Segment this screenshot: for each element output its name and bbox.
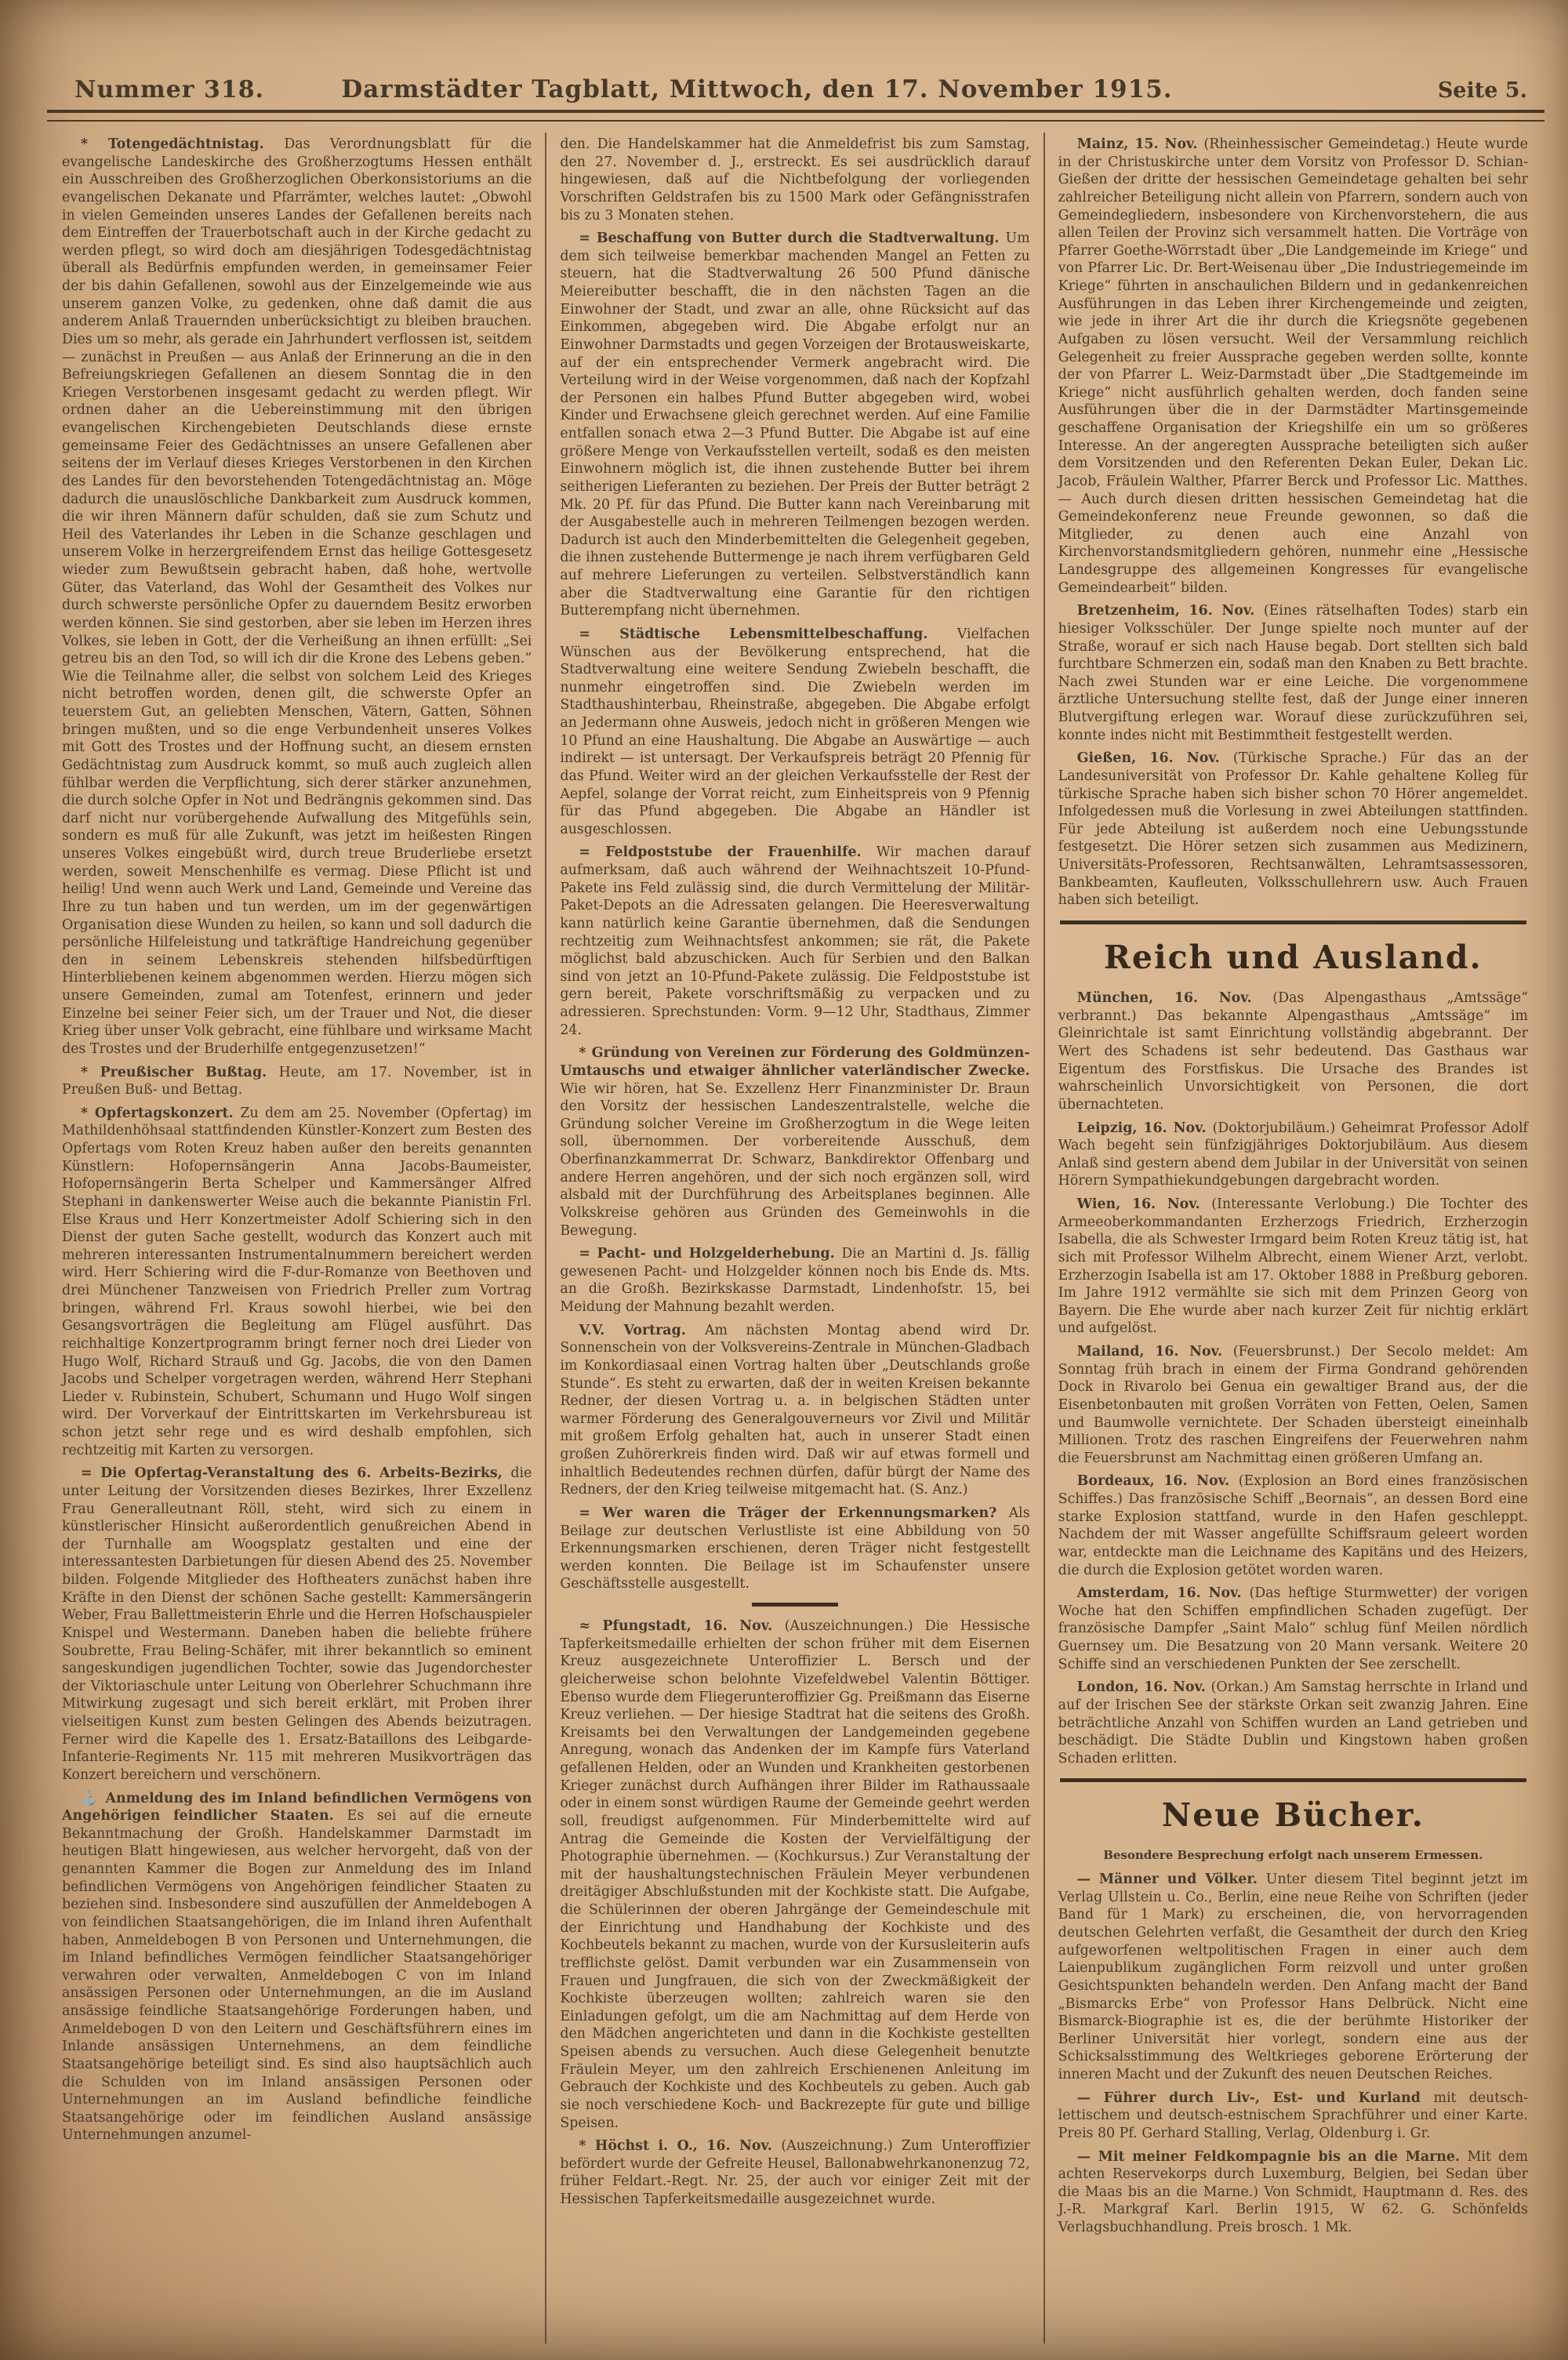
article-lead: Mailand, 16. Nov.: [1076, 1344, 1233, 1360]
article: Bretzenheim, 16. Nov. (Eines rätselhaften Todes) starb ein hiesiger Volksschüler. Der Junge spielte noch munter auf der Straße, worauf er sich nach Hause begab. Dort stellten sich bald furchtbare Schmerzen ein, sodaß man den Knaben zu Bett brachte. Nach zwei Stunden war er eine Leiche. Die vorgenommene ärztliche Untersuchung stellte fest, daß der Junge einer inneren Blutvergiftung erlegen war. Worauf diese zurückzuführen sei, konnte indes nicht mit Bestimmtheit festgestellt werden.: [1058, 603, 1528, 743]
article-lead: * Preußischer Bußtag.: [81, 1064, 279, 1080]
article-lead: Bretzenheim, 16. Nov.: [1076, 603, 1264, 619]
article: Mailand, 16. Nov. (Feuersbrunst.) Der Secolo meldet: Am Sonntag früh brach in einem der Firma Gondrand gehörenden Dock in Rivarolo bei Genua ein gewaltiger Brand aus, der die Eisenbetonbauten mit großen Vorräten von Fetten, Oelen, Samen und Baumwolle vernichtete. Der Schaden übersteigt eineinhalb Millionen. Trotz des raschen Eingreifens der Feuerwehren nahm die Feuersbrunst am Nachmittag einen größeren Umfang an.: [1058, 1344, 1528, 1466]
page-label: Seite 5.: [1437, 78, 1527, 103]
article-lead: London, 16. Nov.: [1076, 1679, 1211, 1696]
article: den. Die Handelskammer hat die Anmeldefrist bis zum Samstag, den 27. November d. J., erstreckt. Es sei ausdrücklich darauf hingewiesen, daß auf die Nichtbefolgung der vorliegenden Vorschriften Geldstrafen bis zu 1500 Mark oder Gefängnisstrafen bis zu 3 Monaten stehen.: [560, 136, 1030, 223]
article-lead: — Mit meiner Feldkompagnie bis an die Marne.: [1076, 2148, 1468, 2165]
masthead: Darmstädter Tagblatt, Mittwoch, den 17. November 1915.: [341, 75, 1173, 103]
column-divider: [752, 1603, 838, 1607]
article-lead: = Die Opfertag-Veranstaltung des 6. Arbeits-Bezirks,: [81, 1465, 511, 1482]
header-rule: [47, 110, 1544, 122]
article-lead: V.V. Vortrag.: [579, 1322, 705, 1338]
article-lead: * Totengedächtnistag.: [81, 136, 285, 152]
article-lead: Mainz, 15. Nov.: [1076, 136, 1204, 152]
article-lead: ⚓ Anmeldung des im Inland befindlichen Vermögens von Angehörigen feindlicher Staaten.: [62, 1790, 532, 1824]
article: London, 16. Nov. (Orkan.) Am Samstag herrschte in Irland und auf der Irischen See der stärkste Orkan seit zwanzig Jahren. Eine beträchtliche Anzahl von Schiffen wurden an Land getrieben und beschädigt. Die Städte Dublin und Kingstown haben großen Schaden erlitten.: [1058, 1679, 1528, 1766]
article: ⚓ Anmeldung des im Inland befindlichen Vermögens von Angehörigen feindlicher Staaten. Es sei auf die erneute Bekanntmachung der Großh. Handelskammer Darmstadt im heutigen Blatt hingewiesen, aus welcher hervorgeht, daß von der genannten Kammer die Bogen zur Anmeldung des im Inland befindlichen Vermögens von Angehörigen feindlicher Staaten zu beziehen sind. Insbesondere sind auszufüllen der Anmeldebogen A von feindlichen Staatsangehörigen, die im Inland ihren Aufenthalt haben, Anmeldebogen B von Personen und Unternehmungen, die im Inland befindliches Vermögen feindlicher Staatsangehöriger verwahren oder verwalten, Anmeldebogen C von im Inland ansässigen Personen oder Unternehmungen, an die im Ausland ansässige feindliche Staatsangehörige Forderungen haben, und Anmeldebogen D von den Leitern und Geschäftsführern eines im Inlande ansässigen Unternehmens, an dem feindliche Staatsangehörige beteiligt sind. Es sind also hauptsächlich auch die Schulden von im Inland ansässigen Personen oder Unternehmungen an im Ausland befindliche feindliche Staatsangehörige oder im feindlichen Ausland ansässige Unternehmungen anzumel-: [62, 1790, 532, 2144]
article-lead: = Feldpoststube der Frauenhilfe.: [579, 844, 877, 861]
article-lead: * Opfertagskonzert.: [81, 1105, 241, 1121]
article: Leipzig, 16. Nov. (Doktorjubiläum.) Geheimrat Professor Adolf Wach begeht sein fünfzigjähriges Doktorjubiläum. Aus diesem Anlaß sind gestern abend dem Jubilar in der Universität von seinen Hörern Sympathiekundgebungen dargebracht worden.: [1058, 1120, 1528, 1189]
article-lead: — Männer und Völker.: [1076, 1872, 1266, 1888]
article-lead: Wien, 16. Nov.: [1076, 1196, 1212, 1213]
article: ≈ Pfungstadt, 16. Nov. (Auszeichnungen.) Die Hessische Tapferkeitsmedaille erhielten der schon früher mit dem Eisernen Kreuz ausgezeichnete Unteroffizier L. Bersch und der gleicherweise schon belohnte Vizefeldwebel Valentin Böttiger. Ebenso wurde dem Fliegerunteroffizier Gg. Preißmann das Eiserne Kreuz verliehen. — Der hiesige Stadtrat hat die seitens des Großh. Kreisamts bei den Verwaltungen der Landgemeinden gegebene Anregung, wonach das Andenken der im Kampfe fürs Vaterland gefallenen Helden, oder an Wunden und Krankheiten gestorbenen Krieger zunächst durch Aufhängen ihrer Bilder im Rathaussaale oder in einem sonst würdigen Raume der Gemeinde geehrt werden soll, freudigst aufgenommen. Für Minderbemittelte wird auf Antrag die Gemeinde die Kosten der Vervielfältigung der Photographie übernehmen. — (Kochkursus.) Zur Veranstaltung der mit der haushaltungstechnischen Fräulein Meyer verbundenen dreitägiger Abschlußstunden mit der Kochkiste statt. Die Aufgabe, die Schülerinnen der oberen Jahrgänge der Gemeindeschule mit der Einrichtung und Handhabung der Kochkiste und des Kochbeutels bekannt zu machen, wurde von der Kursusleiterin aufs trefflichste gelöst. Damit verbunden war ein Zusammensein von Frauen und Jungfrauen, die sich von der Zweckmäßigkeit der Kochkiste überzeugen wollten; zahlreich waren sie den Einladungen gefolgt, um die am Nachmittag auf dem Herde von den Mädchen angerichteten und dann in die Kochkiste gestellten Speisen abends zu versuchen. Auch diese Gelegenheit benutzte Fräulein Meyer, um den zahlreich Erschienenen Anleitung im Gebrauch der Kochkiste und des Kochbeutels zu geben. Auch gab sie noch verschiedene Koch- und Backrezepte für gute und billige Speisen.: [560, 1618, 1030, 2131]
article-lead: Gießen, 16. Nov.: [1076, 750, 1233, 767]
section-title: Neue Bücher.: [1161, 1796, 1425, 1835]
article: München, 16. Nov. (Das Alpengasthaus „Amtssäge“ verbrannt.) Das bekannte Alpengasthaus „Amtssäge“ im Gleinrichtale ist samt Einrichtung vollständig abgebrannt. Der Wert des Schadens ist sehr bedeutend. Das Gasthaus war Eigentum des Forstfiskus. Die Ursache des Brandes ist wahrscheinlich Unvorsichtigkeit von Personen, die dort übernachteten.: [1058, 990, 1528, 1113]
article-lead: = Wer waren die Träger der Erkennungsmarken?: [579, 1505, 1009, 1521]
article: = Beschaffung von Butter durch die Stadtverwaltung. Um dem sich teilweise bemerkbar machenden Mangel an Fetten zu steuern, hat die Stadtverwaltung 26 500 Pfund dänische Meiereibutter beschafft, die in den nächsten Tagen an die Einwohner der Stadt, und zwar an alle, ohne Rücksicht auf das Einkommen, abgegeben wird. Die Abgabe erfolgt nur an Einwohner Darmstadts und gegen Vorzeigen der Brotausweiskarte, auf der ein entsprechender Vermerk angebracht wird. Die Verteilung wird in der Weise vorgenommen, daß nach der Kopfzahl der Personen ein halbes Pfund Butter abgegeben wird, wobei Kinder und Erwachsene gleich gerechnet werden. Auf eine Familie entfallen sonach etwa 2—3 Pfund Butter. Die Abgabe ist auf eine größere Menge von Verkaufsstellen verteilt, sodaß es den meisten Einwohnern möglich ist, die ihnen zustehende Butter bei ihrem seitherigen Lieferanten zu beziehen. Der Preis der Butter beträgt 2 Mk. 20 Pf. für das Pfund. Die Butter kann nach Vereinbarung mit der Ausgabestelle auch in mehreren Teilmengen bezogen werden. Dadurch ist auch den Minderbemittelten die Gelegenheit gegeben, die ihnen zustehende Buttermenge je nach ihrem verfügbaren Geld auf mehrere Lieferungen zu verteilen. Selbstverständlich kann aber die Stadtverwaltung eine Garantie für den richtigen Butterempfang nicht übernehmen.: [560, 231, 1030, 619]
article: * Totengedächtnistag. Das Verordnungsblatt für die evangelische Landeskirche des Großherzogtums Hessen enthält ein Ausschreiben des Großherzoglichen Oberkonsistoriums an die evangelischen Dekanate und Pfarrämter, welches lautet: „Obwohl in vielen Gemeinden unseres Landes der Gefallenen bereits nach dem Eintreffen der Trauerbotschaft auch in der Kirche gedacht zu werden pflegt, so wird doch am diesjährigen Todesgedächtnistag überall als Bedürfnis empfunden werden, in gemeinsamer Feier der bis dahin Gefallenen, sowohl aus der Einzelgemeinde wie aus unserem ganzen Volke, zu gedenken, ohne daß damit die aus anderem Anlaß Trauernden unberücksichtigt zu bleiben brauchen. Dies um so mehr, als gerade ein Jahrhundert verflossen ist, seitdem — zunächst in Preußen — aus Anlaß der Erinnerung an die in den Befreiungskriegen Gefallenen an diesem Sonntag die in den Kriegen Verstorbenen insgesamt gedacht zu werden pflegt. Wir ordnen daher an die Uebereinstimmung mit den übrigen evangelischen Kirchengebieten Deutschlands diese ernste gemeinsame Feier des Gedächtnisses an unsere Gefallenen aber seitens der im Verlauf dieses Krieges Verstorbenen in den Kirchen des Landes für den bevorstehenden Totengedächtnistag an. Möge dadurch die unauslöschliche Dankbarkeit zum Ausdruck kommen, die wir ihren Männern dafür schulden, daß sie zum Schutz und Heil des Vaterlandes ihr Leben in die Schanze geschlagen und unserem Volke in herzergreifendem Ernst das heilige Gottesgesetz wieder zum Bewußtsein gebracht haben, daß hohe, wertvolle Güter, das Vaterland, das Wohl der Gesamtheit des Volkes nur durch schwerste persönliche Opfer zu dauerndem Besitz erworben werden können. Sie sind gestorben, aber sie leben im Herzen ihres Volkes, sie leben in Gott, der die Verheißung an ihnen erfüllt: „Sei getreu bis an den Tod, so will ich dir die Krone des Lebens geben.“ Wie die Teilnahme aller, die selbst von solchem Leid des Krieges nicht betroffen worden, denen gilt, die schwerste Opfer an teuerstem Gut, an geliebten Menschen, Vätern, Gatten, Söhnen bringen mußten, und so die enge Verbundenheit unseres Volkes mit Gott des Trostes und der Hoffnung sucht, an diesem ernsten Gedächtnistag zum Ausdruck kommt, so muß auch zugleich allen fühlbar werden die Verpflichtung, sich derer stärker anzunehmen, die durch solche Opfer in Not und Bedrängnis gekommen sind. Das darf nicht nur vorübergehende Aufwallung des Mitgefühls sein, sondern es muß für alle Zukunft, was jetzt im heißesten Ringen unseres Volkes eingebüßt wird, durch treue Bruderliebe ersetzt werden, soweit Menschenhilfe es vermag. Diese Pflicht ist und heilig! Und wenn auch Werk und Land, Gemeinde und Vereine das Ihre zu tun haben und tun werden, um im der gegenwärtigen Organisation diese Wunden zu heilen, so kann und soll dadurch die persönliche Hilfeleistung und tatkräftige Handreichung gegenüber den in seinem Lebenskreis stehenden hilfsbedürftigen Hinterbliebenen keinem abgenommen werden. Hierzu mögen sich unsere Gemeinden, zumal am Totenfest, erinnern und jeder Einzelne bei seiner Feier sich, um der Trauer und Not, die dieser Krieg über unser Volk gebracht, eine fühlbare und wirksame Macht des Trostes und der Bruderhilfe entgegenzusetzen!“: [62, 136, 532, 1057]
section-title: Reich und Ausland.: [1103, 938, 1483, 976]
article-lead: Bordeaux, 16. Nov.: [1076, 1473, 1239, 1490]
article-lead: ≈ Pfungstadt, 16. Nov.: [579, 1618, 785, 1634]
article-lead: Amsterdam, 16. Nov.: [1076, 1585, 1250, 1602]
column-3: [1044, 133, 1541, 2344]
article-lead: = Städtische Lebensmittelbeschaffung.: [579, 626, 957, 642]
article: — Führer durch Liv-, Est- und Kurland mit deutsch-lettischem und deutsch-estnischem Sprachführer und einer Karte. Preis 80 Pf. Gerhard Stalling, Verlag, Oldenburg i. Gr.: [1058, 2090, 1528, 2141]
article: = Feldpoststube der Frauenhilfe. Wir machen darauf aufmerksam, daß auch während der Weihnachtszeit 10-Pfund-Pakete ins Feld zulässig sind, die durch Vermittelung der Militär-Paket-Depots an die Adressaten gelangen. Die Heeresverwaltung kann natürlich keine Garantie übernehmen, daß die Sendungen rechtzeitig zum Weihnachtsfest ankommen; sie rät, die Pakete möglichst bald abzuschicken. Auch für Serbien und den Balkan sind von jetzt an 10-Pfund-Pakete zulässig. Die Feldpoststube ist gern bereit, Pakete vorschriftsmäßig zu verpacken und zu adressieren. Sprechstunden: Vorm. 9—12 Uhr, Stadthaus, Zimmer 24.: [560, 844, 1030, 1038]
article: * Höchst i. O., 16. Nov. (Auszeichnung.) Zum Unteroffizier befördert wurde der Gefreite Heusel, Ballonabwehrkanonenzug 72, früher Feldart.-Regt. Nr. 25, der auch vor einiger Zeit mit der Hessischen Tapferkeitsmedaille ausgezeichnet wurde.: [560, 2138, 1030, 2207]
article-lead: * Höchst i. O., 16. Nov.: [579, 2138, 782, 2155]
article-lead: — Führer durch Liv-, Est- und Kurland: [1076, 2090, 1434, 2106]
article: Wien, 16. Nov. (Interessante Verlobung.) Die Tochter des Armeeoberkommandanten Erzherzogs Friedrich, Erzherzogin Isabella, die als Schwester Irmgard beim Roten Kreuz tätig ist, hat sich mit Professor Wilhelm Albrecht, einem Wiener Arzt, verlobt. Erzherzogin Isabella ist am 17. Oktober 1888 in Preßburg geboren. Im Jahre 1912 vermählte sie sich mit dem Prinzen Georg von Bayern. Die Ehe wurde aber nach kurzer Zeit für nichtig erklärt und aufgelöst.: [1058, 1196, 1528, 1337]
article-lead: = Pacht- und Holzgelderhebung.: [579, 1246, 842, 1262]
books-subtitle: Besondere Besprechung erfolgt nach unserem Ermessen.: [1103, 1847, 1483, 1862]
article: Gießen, 16. Nov. (Türkische Sprache.) Für das an der Landesuniversität von Professor Dr. Kahle gehaltene Kolleg für türkische Sprache haben sich bisher schon 70 Hörer angemeldet. Infolgedessen muß die Vorlesung in zwei Abteilungen stattfinden. Für jede Abteilung ist außerdem noch eine Uebungsstunde festgesetzt. Die Hörer setzen sich zusammen aus Medizinern, Universitäts-Professoren, Rechtsanwälten, Lehramtsassessoren, Bankbeamten, Kaufleuten, Volksschullehrern usw. Auch Frauen haben sich beteiligt.: [1058, 750, 1528, 909]
article: = Die Opfertag-Veranstaltung des 6. Arbeits-Bezirks, die unter Leitung der Vorsitzenden dieses Bezirkes, Ihrer Exzellenz Frau Generalleutnant Röll, steht, wird sich zu einem in künstlerischer Hinsicht außerordentlich genußreichen Abend in der Turnhalle am Woogsplatz gestalten und eine der interessantesten Darbietungen für diesen Abend des 25. November bilden. Folgende Mitglieder des Hoftheaters zunächst haben ihre Kräfte in den Dienst der schönen Sache gestellt: Kammersängerin Weber, Frau Ballettmeisterin Ehrle und die Herren Hofschauspieler Knispel und Westermann. Daneben haben die beliebte frühere Soubrette, Frau Beling-Schäfer, mit ihrer bekanntlich so eminent sangeskundigen jugendlichen Tochter, sowie das Jugendorchester der Viktoriaschule unter Leitung von Oberlehrer Schuchmann ihre Mitwirkung zugesagt und sich bereit erklärt, mit Proben ihrer vielseitigen Kunst zum besten Gelingen des Abends beizutragen. Ferner wird die Kapelle des 1. Ersatz-Bataillons des Leibgarde-Infanterie-Regiments Nr. 115 mit mehreren Musikvorträgen das Konzert bereichern und verschönern.: [62, 1465, 532, 1783]
page-header: [0, 0, 1568, 108]
article: * Preußischer Bußtag. Heute, am 17. November, ist in Preußen Buß- und Bettag.: [62, 1064, 532, 1098]
article: Mainz, 15. Nov. (Rheinhessischer Gemeindetag.) Heute wurde in der Christuskirche unter dem Vorsitz von Professor D. Schian-Gießen der dritte der hessischen Gemeindetage gehalten bei sehr zahlreicher Beteiligung nicht allein von Pfarrern, sondern auch von Gemeindegliedern, insbesondere von Kirchenvorstehern, die aus allen Teilen der Provinz sich versammelt hatten. Die Vorträge von Pfarrer Goethe-Wörrstadt über „Die Landgemeinde im Kriege“ und von Pfarrer Lic. Dr. Bert-Weisenau über „Die Industriegemeinde im Kriege“ führten in anschaulichen Bildern und in gedankenreichen Ausführungen in das Leben ihrer Kirchengemeinde und zeigten, wie jede in ihrer Art die ihr durch die Kriegsnöte gegebenen Aufgaben zu lösen versucht. Weil der Versammlung reichlich Gelegenheit zu freier Aussprache gegeben werden sollte, konnte der von Pfarrer L. Weiz-Darmstadt über „Die Stadtgemeinde im Kriege“ nicht ausführlich gehalten werden, doch fanden seine Ausführungen über die in der Darmstädter Martinsgemeinde geschaffene Organisation der Kriegshilfe ein um so größeres Interesse. An der angeregten Aussprache beteiligten sich außer dem Vorsitzenden und den Referenten Dekan Euler, Dekan Lic. Jacob, Fräulein Walther, Pfarrer Berck und Professor Lic. Matthes. — Auch durch diesen dritten hessischen Gemeindetag hat die Gemeindekonferenz neue Freunde gewonnen, so daß die Mitglieder, zu denen auch eine Anzahl von Kirchenvorstandsmitgliedern gehören, nunmehr eine „Hessische Landesgruppe des allgemeinen Kongresses für evangelische Gemeindearbeit“ bilden.: [1058, 136, 1528, 596]
article: Amsterdam, 16. Nov. (Das heftige Sturmwetter) der vorigen Woche hat den Schiffen empfindlichen Schaden zugefügt. Der französische Dampfer „Saint Malo“ schlug fünf Meilen nördlich Guernsey um. Die Besatzung von 20 Mann versank. Weitere 20 Schiffe sind an verschiedenen Punkten der See zerschellt.: [1058, 1585, 1528, 1672]
article-lead: * Gründung von Vereinen zur Förderung des Goldmünzen-Umtauschs und etwaiger ähnlicher vaterländischer Zwecke.: [560, 1045, 1030, 1079]
article: — Mit meiner Feldkompagnie bis an die Marne. Mit dem achten Reservekorps durch Luxemburg, Belgien, bei Sedan über die Maas bis an die Marne.) Von Schmidt, Hauptmann d. Res. des J.-R. Markgraf Karl. Berlin 1915, W 62. G. Schönfelds Verlagsbuchhandlung. Preis brosch. 1 Mk.: [1058, 2148, 1528, 2236]
article-lead: München, 16. Nov.: [1076, 990, 1273, 1007]
article: Bordeaux, 16. Nov. (Explosion an Bord eines französischen Schiffes.) Das französische Schiff „Beornais“, an dessen Bord eine starke Explosion stattfand, wurde in den Hafen geschleppt. Nachdem der mit Wasser angefüllte Schiffsraum geleert worden war, entdeckte man die Leichname des Kapitäns und des Heizers, die durch die Explosion getötet worden waren.: [1058, 1473, 1528, 1578]
article-lead: Leipzig, 16. Nov.: [1076, 1120, 1213, 1136]
article: = Städtische Lebensmittelbeschaffung. Vielfachen Wünschen aus der Bevölkerung entsprechend, hat die Stadtverwaltung eine weitere Sendung Zwiebeln beschafft, die nunmehr eingetroffen sind. Die Zwiebeln werden im Stadthaushinterbau, Rheinstraße, abgegeben. Die Abgabe erfolgt an Jedermann ohne Ausweis, jedoch nicht in größeren Mengen wie 10 Pfund an eine Haushaltung. Die Abgabe an Auswärtige — auch indirekt — ist untersagt. Der Verkaufspreis beträgt 20 Pfennig für das Pfund. Weiter wird an der gleichen Verkaufsstelle der Rest der Aepfel, solange der Vorrat reicht, zum Einheitspreis von 9 Pfennig für das Pfund abgegeben. Die Abgabe an Händler ist ausgeschlossen.: [560, 626, 1030, 837]
article: = Pacht- und Holzgelderhebung. Die an Martini d. Js. fällig gewesenen Pacht- und Holzgelder können noch bis Ende ds. Mts. an die Großh. Bezirkskasse Darmstadt, Lindenhofstr. 15, bei Meidung der Mahnung bezahlt werden.: [560, 1246, 1030, 1315]
column-1: [49, 133, 545, 2344]
section-rule: [1060, 920, 1526, 924]
article: * Gründung von Vereinen zur Förderung des Goldmünzen-Umtauschs und etwaiger ähnlicher vaterländischer Zwecke. Wie wir hören, hat Se. Exzellenz Herr Finanzminister Dr. Braun den Vorsitz der hessischen Landeszentralstelle, welche die Gründung solcher Vereine im Großherzogtum in die Wege leiten soll, übernommen. Der vorbereitende Ausschuß, dem Oberfinanzkammerrat Dr. Schwarz, Bankdirektor Offenbarg und andere Herren angehören, und der sich noch ergänzen soll, wird alsbald mit der Durchführung des Arbeitsplanes beginnen. Alle Volkskreise gehören aus Gründen des Gemeinwohls in die Bewegung.: [560, 1045, 1030, 1239]
column-2: [545, 133, 1043, 2344]
article: — Männer und Völker. Unter diesem Titel beginnt jetzt im Verlag Ullstein u. Co., Berlin, eine neue Reihe von Schriften (jeder Band für 1 Mark) zu erscheinen, die, von hervorragenden deutschen Gelehrten verfaßt, die Gesamtheit der durch den Krieg aufgeworfenen weltpolitischen Fragen in einer auch dem Laienpublikum zugänglichen Form reizvoll und unter großen Gesichtspunkten behandeln werden. Den Anfang macht der Band „Bismarcks Erbe“ von Professor Hans Delbrück. Nicht eine Bismarck-Biographie ist es, die der berühmte Historiker der Berliner Universität hier vorlegt, sondern eine aus der Schicksalsstimmung des Weltkrieges geborene Erörterung der inneren Macht und der Zukunft des neuen Deutschen Reiches.: [1058, 1872, 1528, 2083]
article: = Wer waren die Träger der Erkennungsmarken? Als Beilage zur deutschen Verlustliste ist eine Abbildung von 50 Erkennungsmarken erschienen, deren Träger nicht festgestellt werden konnten. Die Beilage ist im Schaufenster unsere Geschäftsstelle ausgestellt.: [560, 1505, 1030, 1592]
article: * Opfertagskonzert. Zu dem am 25. November (Opfertag) im Mathildenhöhsaal stattfindenden Künstler-Konzert zum Besten des Opfertags vom Roten Kreuz haben außer den bereits genannten Künstlern: Hofopernsängerin Anna Jacobs-Baumeister, Hofopernsängerin Berta Schelper und Kammersänger Alfred Stephani in dankenswerter Weise auch die bekannte Pianistin Frl. Else Kraus und Herr Konzertmeister Adolf Schiering sich in den Dienst der guten Sache gestellt, wodurch das Konzert auch mit mehreren interessanten Instrumentalnummern bereichert werden wird. Herr Schiering wird die F-dur-Romanze von Beethoven und drei Münchener Tanzweisen von Friedrich Preller zum Vortrag bringen, während Frl. Kraus sowohl hierbei, wie bei den Gesangsvorträgen die Begleitung am Flügel ausführt. Das reichhaltige Konzertprogramm bringt ferner noch drei Lieder von Hugo Wolf, Richard Strauß und Gg. Jacobs, die von den Damen Jacobs und Schelper vorgetragen werden, während Herr Stephani Lieder v. Rubinstein, Schubert, Schumann und Hugo Wolf singen wird. Der Vorverkauf der Eintrittskarten im Verkehrsbureau ist schon jetzt sehr rege und es wird deshalb empfohlen, sich rechtzeitig mit Karten zu versorgen.: [62, 1105, 532, 1458]
article: V.V. Vortrag. Am nächsten Montag abend wird Dr. Sonnenschein von der Volksvereins-Zentrale in München-Gladbach im Konkordiasaal einen Vortrag halten über „Deutschlands große Stunde“. Es steht zu erwarten, daß der in weiten Kreisen bekannte Redner, der diesen Vortrag u. a. in belgischen Städten unter warmer Förderung des Generalgouverneurs vor Zivil und Militär mit großem Erfolg gehalten hat, auch in unserer Stadt einen großen Zuhörerkreis finden wird. Daß wir auf etwas formell und inhaltlich Bedeutendes rechnen dürfen, dafür bürgt der Name des Redners, der den Krieg teilweise mitgemacht hat. (S. Anz.): [560, 1322, 1030, 1498]
section-rule: [1060, 1778, 1526, 1782]
issue-number: Nummer 318.: [74, 76, 265, 103]
columns: [0, 122, 1568, 2344]
article-lead: = Beschaffung von Butter durch die Stadtverwaltung.: [579, 231, 1006, 247]
